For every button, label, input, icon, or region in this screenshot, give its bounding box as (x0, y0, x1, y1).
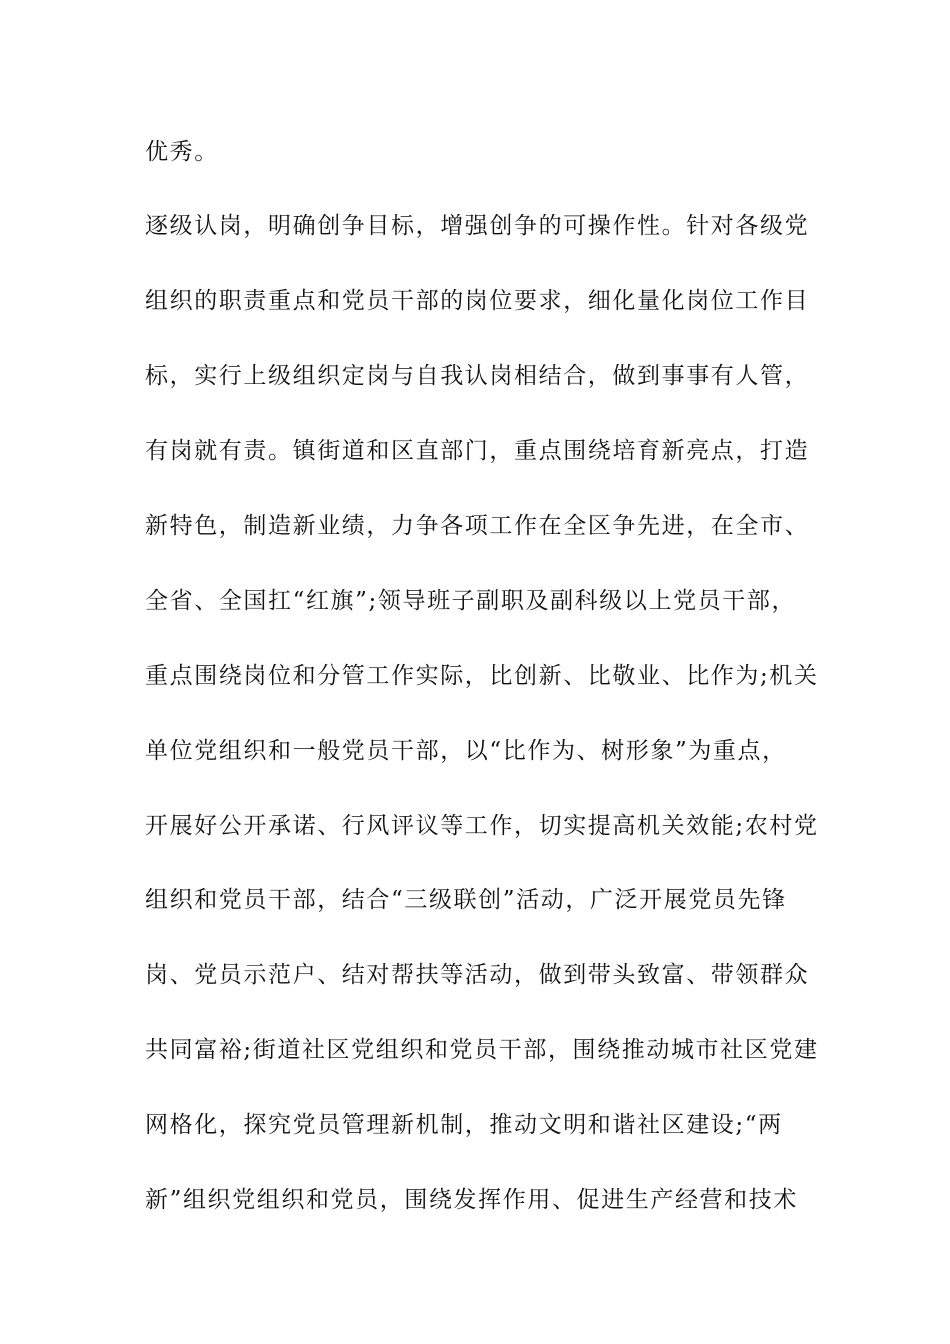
paragraph-line: 有岗就有责。镇街道和区直部门，重点围绕培育新亮点，打造 (145, 438, 810, 464)
paragraph-line: 标，实行上级组织定岗与自我认岗相结合，做到事事有人管， (145, 363, 810, 389)
paragraph-line: 单位党组织和一般党员干部，以“比作为、树形象”为重点， (145, 738, 787, 764)
paragraph-line: 新特色，制造新业绩，力争各项工作在全区争先进，在全市、 (145, 513, 810, 539)
paragraph-line: 全省、全国扛“红旗”;领导班子副职及副科级以上党员干部， (145, 588, 797, 614)
paragraph-line: 网格化，探究党员管理新机制，推动文明和谐社区建设;“两 (145, 1112, 783, 1138)
paragraph-line: 组织和党员干部，结合“三级联创”活动，广泛开展党员先锋 (145, 887, 787, 913)
paragraph-line: 优秀。 (145, 139, 219, 165)
paragraph-line: 重点围绕岗位和分管工作实际，比创新、比敬业、比作为;机关 (145, 663, 819, 689)
paragraph-line: 岗、党员示范户、结对帮扶等活动，做到带头致富、带领群众 (145, 962, 810, 988)
paragraph-line: 开展好公开承诺、行风评议等工作，切实提高机关效能;农村党 (145, 813, 819, 839)
paragraph-line: 逐级认岗，明确创争目标，增强创争的可操作性。针对各级党 (145, 213, 810, 239)
paragraph-line: 组织的职责重点和党员干部的岗位要求，细化量化岗位工作目 (145, 288, 810, 314)
paragraph-line: 共同富裕;街道社区党组织和党员干部，围绕推动城市社区党建 (145, 1037, 819, 1063)
paragraph-line: 新”组织党组织和党员，围绕发挥作用、促进生产经营和技术 (145, 1187, 798, 1213)
